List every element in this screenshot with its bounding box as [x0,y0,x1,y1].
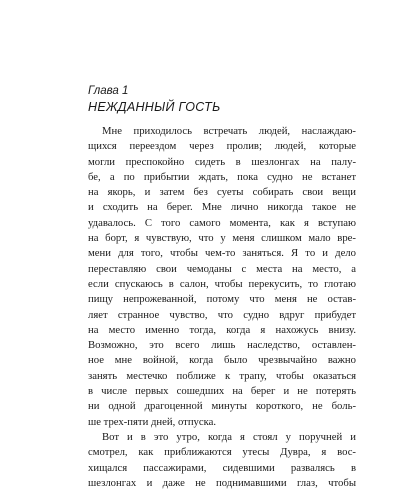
paragraph-1-line: в числе первых сошедших на берег и не потерять [88,385,356,398]
paragraph-1-line: ше трех-пяти дней, отпуска. [88,415,217,428]
paragraph-1-line: бе, а по прибытии ждать, пока судно не встанет [88,170,356,183]
paragraph-1-line: мени для того, чтобы чем-то заняться. Я то и дело [88,247,356,260]
paragraph-1-line: пищу непрожеванной, потому что меня не остав- [88,293,356,306]
paragraph-1-line: Возможно, это всего лишь наследство, оставлен- [88,339,356,352]
paragraph-1-line: занять местечко поближе к трапу, чтобы оказаться [88,369,356,382]
chapter-number: Глава 1 [88,85,129,97]
paragraph-1-line: переставляю свои чемоданы с места на место, а [88,262,356,275]
paragraph-1-line: Мне приходилось встречать людей, наслаждаю- [102,125,356,137]
chapter-title: НЕЖДАННЫЙ ГОСТЬ [88,100,221,114]
paragraph-1-line: на место именно тогда, когда я нахожусь внизу. [88,323,356,336]
paragraph-1-line: щихся переездом через пролив; людей, которые [88,140,356,153]
paragraph-1-line: на якорь, и затем без суеты собирать свои вещи [88,186,356,199]
paragraph-1-line: могли преспокойно сидеть в шезлонгах на палу- [88,155,356,168]
paragraph-2-line: шезлонгах и даже не поднимавшими глаз, чтобы [88,476,356,489]
paragraph-1-line: ляет странное чувство, что судно вдруг прибудет [88,308,356,321]
paragraph-1-line: если спускаюсь в салон, чтобы перекусить, то глотаю [88,277,356,290]
paragraph-1-line: ни одной драгоценной минуты короткого, не боль- [88,400,356,413]
paragraph-2-line: Вот и в это утро, когда я стоял у поручней и [102,430,356,443]
chapter-body-text [88,124,356,491]
chapter-heading [88,84,368,115]
paragraph-1-line: и сходить на берег. Мне лично никогда такое не [88,201,356,214]
paragraph-2-line: хищался пассажирами, сидевшими развалясь в [88,461,356,474]
paragraph-1-line: ное мне войной, когда было чрезвычайно важно [88,354,356,367]
paragraph-1-line: на борт, я чувствую, что у меня слишком мало вре- [88,232,356,245]
paragraph-1-line: удавалось. С того самого момента, как я вступаю [88,216,356,229]
paragraph-2-line: смотрел, как приближаются утесы Дувра, я вос- [88,446,356,459]
